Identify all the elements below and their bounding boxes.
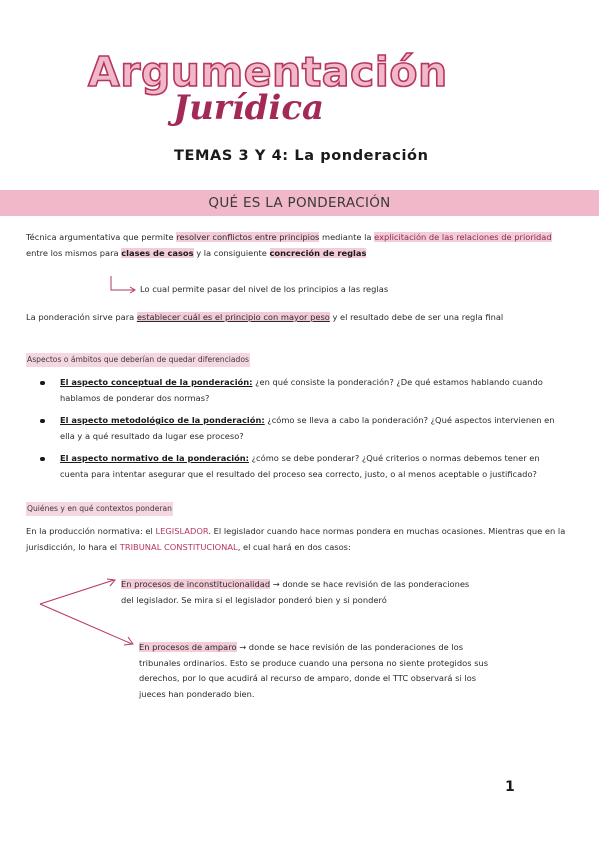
intro-text: Técnica argumentativa que permite <box>26 232 177 242</box>
aspect-text: ¿en qué consiste la ponderación? ¿De qué estamos hablando cuando hablamos de ponderar dos normas? <box>60 377 543 403</box>
intro-text: y la consiguiente <box>193 247 270 258</box>
section-band <box>0 190 599 216</box>
purpose-text: La ponderación sirve para <box>26 312 137 322</box>
highlight-conflicts: resolver conflictos entre principios <box>176 232 320 242</box>
aspect-label: El aspecto metodológico de la ponderación: <box>60 415 265 425</box>
list-item <box>40 451 570 482</box>
intro-text: mediante la <box>319 232 375 242</box>
who-paragraph <box>26 524 566 555</box>
purpose-text: y el resultado debe de ser una regla final <box>329 312 504 322</box>
aspect-text: ¿cómo se debe ponderar? ¿Qué criterios o normas debemos tener en cuenta para intentar asegurar que el resultado del proceso sea correcto, justo, o al menos aceptable o justificado? <box>60 453 540 479</box>
case1-label: En procesos de inconstitucionalidad <box>121 579 271 589</box>
case-amparo <box>139 640 499 702</box>
document-title: Argumentación <box>88 48 448 96</box>
aspects-heading: Aspectos o ámbitos que deberían de quedar diferenciados <box>26 353 250 367</box>
highlight-case-classes: clases de casos <box>121 247 194 258</box>
bullet-icon <box>40 457 45 462</box>
bullet-icon <box>40 381 45 386</box>
purpose-paragraph <box>26 310 566 326</box>
highlight-priority: explicitación de las relaciones de prioridad <box>374 232 552 242</box>
aspect-label: El aspecto conceptual de la ponderación: <box>60 377 253 387</box>
case2-text: → donde se hace revisión de las ponderaciones de los tribunales ordinarios. Esto se produce cuando una persona no siente protegidos sus derechos, por lo que acudirá al recurso de amparo, donde el TTC observará si los jueces han ponderado bien. <box>139 642 489 699</box>
document-subtitle: Jurídica <box>173 88 325 128</box>
aspect-label: El aspecto normativo de la ponderación: <box>60 453 250 463</box>
who-text: . El legislador cuando hace normas pondera en muchas ocasiones. Mientras que en la jurisdicción, lo hara el <box>26 526 566 552</box>
case1-text: → donde se hace revisión de las ponderaciones del legislador. Se mira si el legislador ponderó bien y si ponderó <box>121 579 470 605</box>
arrow-note: Lo cual permite pasar del nivel de los principios a las reglas <box>140 284 389 294</box>
highlight-weight: establecer cuál es el principio con mayor peso <box>136 312 330 322</box>
section-title: QUÉ ES LA PONDERACIÓN <box>208 195 391 211</box>
who-text: En la producción normativa: el <box>26 526 156 536</box>
intro-paragraph <box>26 230 566 261</box>
who-text: , el cual hará en dos casos: <box>237 541 351 552</box>
list-item <box>40 375 570 406</box>
bullet-icon <box>40 419 45 424</box>
constitutional-court-term: TRIBUNAL CONSTITUCIONAL <box>119 541 238 552</box>
case-unconstitutionality <box>121 577 481 608</box>
legislator-term: LEGISLADOR <box>155 526 209 536</box>
aspect-text: ¿cómo se lleva a cabo la ponderación? ¿Qué aspectos intervienen en ella y a qué resultado da lugar ese proceso? <box>60 415 555 441</box>
page-number: 1 <box>505 779 515 795</box>
aspects-list <box>40 375 570 489</box>
who-heading: Quiénes y en qué contextos ponderan <box>26 502 173 516</box>
list-item <box>40 413 570 444</box>
topic-heading: TEMAS 3 Y 4: La ponderación <box>174 148 429 164</box>
intro-text: entre los mismos para <box>26 247 122 258</box>
case2-label: En procesos de amparo <box>139 642 237 652</box>
elbow-arrow-icon <box>110 276 140 296</box>
highlight-rule-concretion: concreción de reglas <box>269 247 367 258</box>
